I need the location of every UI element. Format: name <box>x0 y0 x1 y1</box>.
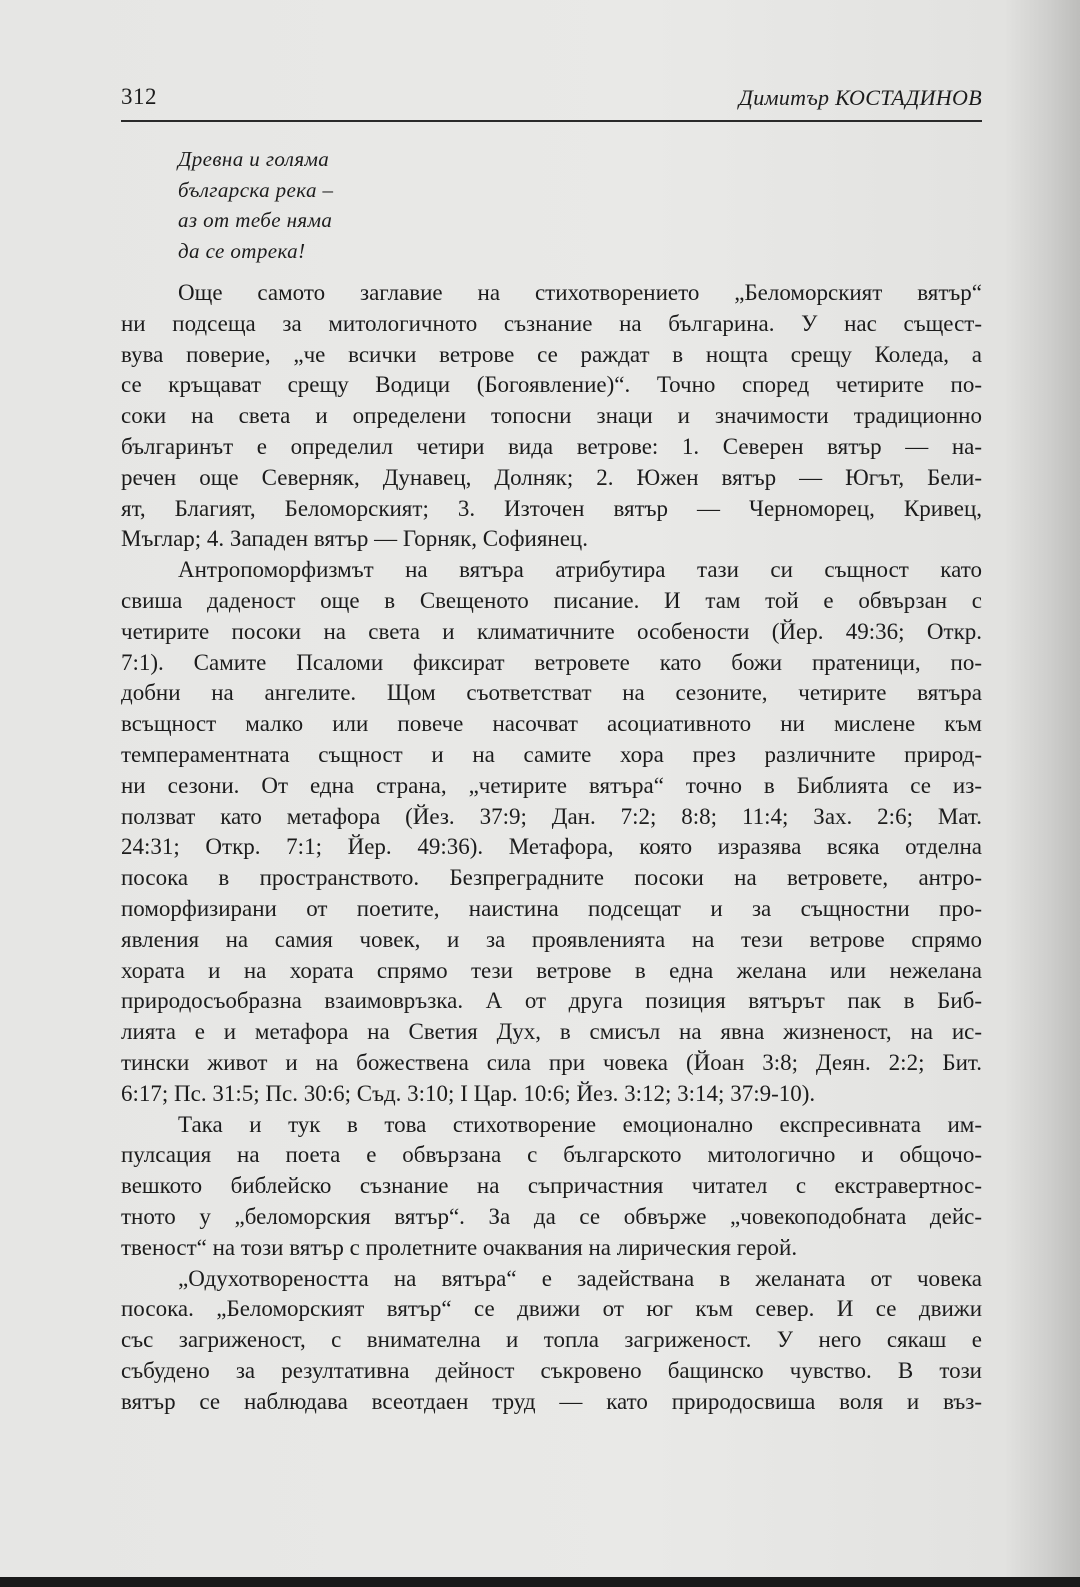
text-line: всъщност малко или повече насочват асоциативното ни мислене към <box>121 711 982 737</box>
epigraph-verse <box>178 144 333 266</box>
text-line: ни подсеща за митологичното съзнание на българина. У нас същест- <box>121 310 982 336</box>
text-line: Антропоморфизмът на вятъра атрибутира тази си същност като <box>178 557 982 583</box>
text-line: ползват като метафора (Йез. 37:9; Дан. 7:2; 8:8; 11:4; Зах. 2:6; Мат. <box>121 803 982 829</box>
page-bottom-edge <box>0 1577 1080 1587</box>
paragraph <box>121 555 982 1109</box>
text-line: българинът е определил четири вида ветрове: 1. Северен вятър — на- <box>121 433 982 459</box>
verse-line: българска река – <box>178 177 334 202</box>
text-line: вятър се наблюдава всеотдаен труд — като природосвиша воля и въз- <box>121 1388 982 1414</box>
text-line: вува поверие, „че всички ветрове се раждат в нощта срещу Коледа, а <box>121 341 982 367</box>
verse-line: да се отрека! <box>178 238 306 263</box>
text-line: явления на самия човек, и за проявленията на тези ветрове спрямо <box>121 926 982 952</box>
text-line: тински живот и на божествена сила при човека (Йоан 3:8; Деян. 2:2; Бит. <box>121 1049 982 1075</box>
text-line: „Одухотвореността на вятъра“ е задействана в желаната от човека <box>178 1265 982 1291</box>
text-line: пулсация на поета е обвързана с българското митологично и общочо- <box>121 1142 982 1168</box>
text-line: Така и тук в това стихотворение емоционално експресивната им- <box>178 1111 982 1137</box>
text-line: със загриженост, с внимателна и топла загриженост. У него сякаш е <box>121 1327 982 1353</box>
text-line: добни на ангелите. Щом съответстват на сезоните, четирите вятъра <box>121 680 982 706</box>
text-line: посока в пространството. Безпреградните посоки на ветровете, антро- <box>121 865 982 891</box>
text-line: речен още Северняк, Дунавец, Долняк; 2. Южен вятър — Югът, Бели- <box>121 464 982 490</box>
body-text <box>121 278 982 1417</box>
page-header <box>121 84 982 122</box>
text-line: тното у „беломорския вятър“. За да се обвърже „човекоподобната дейс- <box>121 1203 982 1229</box>
paragraph <box>121 1110 982 1264</box>
page-number: 312 <box>121 84 157 109</box>
text-line: поморфизирани от поетите, наистина подсещат и за същностни про- <box>121 895 982 921</box>
text-line: събудено за резултативна дейност съкровено бащинско чувство. В този <box>121 1357 982 1383</box>
text-line: посока. „Беломорският вятър“ се движи от юг към север. И се движи <box>121 1296 982 1322</box>
text-line: хората и на хората спрямо тези ветрове в една желана или нежелана <box>121 957 982 983</box>
text-line: четирите посоки на света и климатичните особености (Йер. 49:36; Откр. <box>121 618 982 644</box>
text-line: темпераментната същност и на самите хора през различните природ- <box>121 741 982 767</box>
text-line: се кръщават срещу Водици (Богоявление)“. Точно според четирите по- <box>121 372 982 398</box>
text-line: лията е и метафора на Светия Дух, в смисъл на явна жизненост, на ис- <box>121 1019 982 1045</box>
text-line: ни сезони. От една страна, „четирите вятъра“ точно в Библията се из- <box>121 772 982 798</box>
text-line: 6:17; Пс. 31:5; Пс. 30:6; Съд. 3:10; I Цар. 10:6; Йез. 3:12; 3:14; 37:9-10). <box>121 1080 816 1106</box>
text-line: 24:31; Откр. 7:1; Йер. 49:36). Метафора, която изразява всяка отделна <box>121 834 982 860</box>
text-line: твеност“ на този вятър с пролетните очаквания на лирическия герой. <box>121 1234 798 1260</box>
text-line: соки на света и определени топосни знаци и значимости традиционно <box>121 403 982 429</box>
text-line: свиша даденост още в Свещеното писание. И там той е обвързан с <box>121 587 982 613</box>
text-line: 7:1). Самите Псаломи фиксират ветровете като божи пратеници, по- <box>121 649 982 675</box>
text-line: природосъобразна взаимовръзка. А от друга позиция вятърът пак в Биб- <box>121 988 982 1014</box>
running-head: Димитър КОСТАДИНОВ <box>738 85 982 110</box>
paragraph <box>121 1264 982 1418</box>
verse-line: аз от тебе няма <box>178 208 333 232</box>
text-line: Още самото заглавие на стихотворението „Беломорският вятър“ <box>178 280 982 305</box>
text-line: Мъглар; 4. Западен вятър — Горняк, Софиянец. <box>121 526 588 552</box>
paragraph <box>121 278 982 555</box>
verse-line: Древна и голяма <box>178 147 330 171</box>
text-line: ят, Благият, Беломорският; 3. Източен вятър — Черноморец, Кривец, <box>121 495 982 521</box>
text-line: вешкото библейско съзнание на съпричастния читател с екстравертнос- <box>121 1173 982 1199</box>
